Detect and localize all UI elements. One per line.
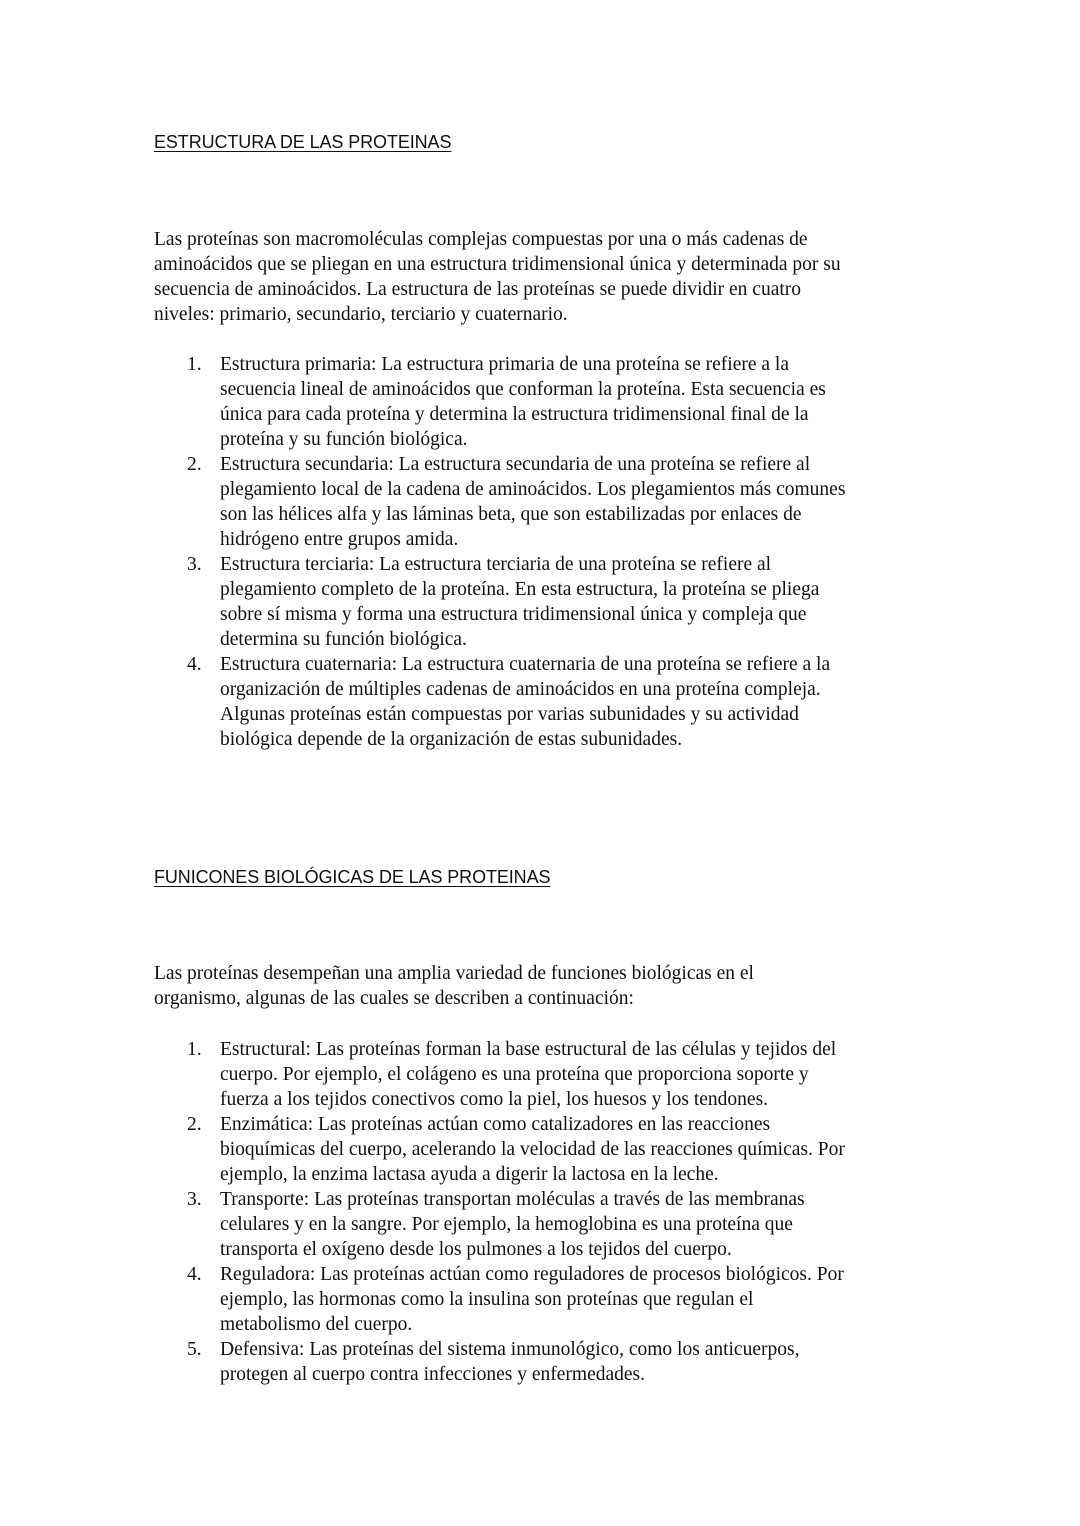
section-heading-structure: ESTRUCTURA DE LAS PROTEINAS: [154, 132, 452, 152]
text-line: protegen al cuerpo contra infecciones y enfermedades.: [220, 1364, 646, 1385]
text-line: biológica depende de la organización de estas subunidades.: [220, 729, 683, 750]
text-line: secuencia de aminoácidos. La estructura de las proteínas se puede dividir en cuatro: [154, 279, 802, 300]
text-line: Estructura primaria: La estructura primaria de una proteína se refiere a la: [220, 354, 790, 375]
list-number: 2.: [187, 454, 202, 475]
list-item: [154, 1112, 944, 1187]
text-line: Estructura cuaternaria: La estructura cuaternaria de una proteína se refiere a la: [220, 654, 831, 675]
text-line: plegamiento completo de la proteína. En esta estructura, la proteína se pliega: [220, 579, 820, 600]
list-item: [154, 452, 944, 552]
list-number: 5.: [187, 1339, 202, 1360]
text-line: Enzimática: Las proteínas actúan como catalizadores en las reacciones: [220, 1114, 771, 1135]
text-line: transporta el oxígeno desde los pulmones a los tejidos del cuerpo.: [220, 1239, 732, 1260]
biological-functions-list: [154, 1037, 944, 1387]
text-line: determina su función biológica.: [220, 629, 467, 650]
text-line: niveles: primario, secundario, terciario y cuaternario.: [154, 304, 568, 325]
text-line: Reguladora: Las proteínas actúan como reguladores de procesos biológicos. Por: [220, 1264, 844, 1285]
list-item: [154, 352, 944, 452]
text-line: fuerza a los tejidos conectivos como la piel, los huesos y los tendones.: [220, 1089, 769, 1110]
list-item: [154, 1187, 944, 1262]
text-line: Defensiva: Las proteínas del sistema inmunológico, como los anticuerpos,: [220, 1339, 800, 1360]
intro-paragraph-functions: [154, 961, 944, 1011]
text-line: secuencia lineal de aminoácidos que conforman la proteína. Esta secuencia es: [220, 379, 826, 400]
list-number: 4.: [187, 1264, 202, 1285]
text-line: son las hélices alfa y las láminas beta, que son estabilizadas por enlaces de: [220, 504, 802, 525]
text-line: Estructura secundaria: La estructura secundaria de una proteína se refiere al: [220, 454, 811, 475]
text-line: organismo, algunas de las cuales se describen a continuación:: [154, 988, 634, 1009]
list-number: 3.: [187, 1189, 202, 1210]
text-line: organización de múltiples cadenas de aminoácidos en una proteína compleja.: [220, 679, 821, 700]
structure-levels-list: [154, 352, 944, 752]
text-line: Las proteínas son macromoléculas complejas compuestas por una o más cadenas de: [154, 229, 808, 250]
list-item: [154, 1262, 944, 1337]
list-number: 3.: [187, 554, 202, 575]
text-line: cuerpo. Por ejemplo, el colágeno es una proteína que proporciona soporte y: [220, 1064, 809, 1085]
list-number: 1.: [187, 1039, 202, 1060]
text-line: celulares y en la sangre. Por ejemplo, la hemoglobina es una proteína que: [220, 1214, 793, 1235]
text-line: ejemplo, las hormonas como la insulina son proteínas que regulan el: [220, 1289, 754, 1310]
text-line: Estructural: Las proteínas forman la base estructural de las células y tejidos del: [220, 1039, 837, 1060]
text-line: plegamiento local de la cadena de aminoácidos. Los plegamientos más comunes: [220, 479, 846, 500]
text-line: Estructura terciaria: La estructura terciaria de una proteína se refiere al: [220, 554, 772, 575]
list-item: [154, 652, 944, 752]
text-line: bioquímicas del cuerpo, acelerando la velocidad de las reacciones químicas. Por: [220, 1139, 845, 1160]
text-line: metabolismo del cuerpo.: [220, 1314, 413, 1335]
intro-paragraph-structure: [154, 227, 944, 327]
text-line: aminoácidos que se pliegan en una estructura tridimensional única y determinada por su: [154, 254, 841, 275]
section-heading-functions: FUNICONES BIOLÓGICAS DE LAS PROTEINAS: [154, 867, 551, 887]
list-item: [154, 1037, 944, 1112]
text-line: Las proteínas desempeñan una amplia variedad de funciones biológicas en el: [154, 963, 754, 984]
text-line: proteína y su función biológica.: [220, 429, 468, 450]
list-item: [154, 552, 944, 652]
list-number: 1.: [187, 354, 202, 375]
text-line: sobre sí misma y forma una estructura tridimensional única y compleja que: [220, 604, 807, 625]
list-number: 4.: [187, 654, 202, 675]
text-line: única para cada proteína y determina la estructura tridimensional final de la: [220, 404, 809, 425]
text-line: Algunas proteínas están compuestas por varias subunidades y su actividad: [220, 704, 799, 725]
text-line: ejemplo, la enzima lactasa ayuda a digerir la lactosa en la leche.: [220, 1164, 719, 1185]
list-item: [154, 1337, 944, 1387]
list-number: 2.: [187, 1114, 202, 1135]
text-line: hidrógeno entre grupos amida.: [220, 529, 459, 550]
text-line: Transporte: Las proteínas transportan moléculas a través de las membranas: [220, 1189, 805, 1210]
